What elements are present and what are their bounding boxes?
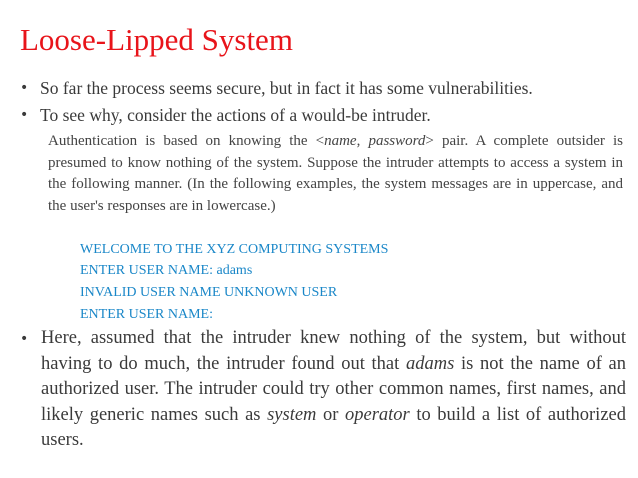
system-line-1: WELCOME TO THE XYZ COMPUTING SYSTEMS (80, 242, 389, 257)
sub-comma: , (356, 133, 369, 149)
closing-adams-term: adams (405, 353, 455, 374)
system-line-4: ENTER USER NAME: (80, 307, 213, 322)
sub-text-1: Authentication is based on knowing the < (48, 133, 325, 149)
system-line-3: INVALID USER NAME UNKNOWN USER (80, 285, 338, 300)
bullet-3-text (41, 326, 626, 454)
closing-text-3: or (316, 404, 345, 425)
slide-title: Loose-Lipped System (20, 22, 293, 57)
bullet-dot-icon: • (20, 107, 29, 123)
closing-text-2: is not the name of an authorized user. The intruder could try other common names, first names, and likely generic names such as (41, 353, 627, 425)
sub-paragraph (48, 131, 623, 217)
closing-text-4: to build a list of authorized users. (41, 404, 626, 450)
sub-password-term: password (368, 133, 426, 149)
closing-system-term: system (267, 404, 317, 425)
bullet-3 (20, 326, 626, 454)
sub-text-2: > pair. A complete outsider is presumed to know nothing of the system. Suppose the intruder attempts to access a system in the following manner. (In the following examples, the system messages are in uppercase, and the user's responses are in lowercase.) (48, 133, 624, 214)
system-line-2: ENTER USER NAME: adams (80, 263, 253, 278)
bullet-dot-icon: • (20, 331, 29, 347)
bullet-dot-icon: • (20, 80, 29, 96)
closing-text-1: Here, assumed that the intruder knew nothing of the system, but without having to do much, the intruder found out that (41, 328, 626, 374)
closing-operator-term: operator (345, 404, 410, 425)
bullet-2-text: To see why, consider the actions of a would-be intruder. (40, 105, 431, 125)
bullet-1-text: So far the process seems secure, but in fact it has some vulnerabilities. (40, 78, 533, 98)
sub-name-term: name (324, 133, 357, 149)
